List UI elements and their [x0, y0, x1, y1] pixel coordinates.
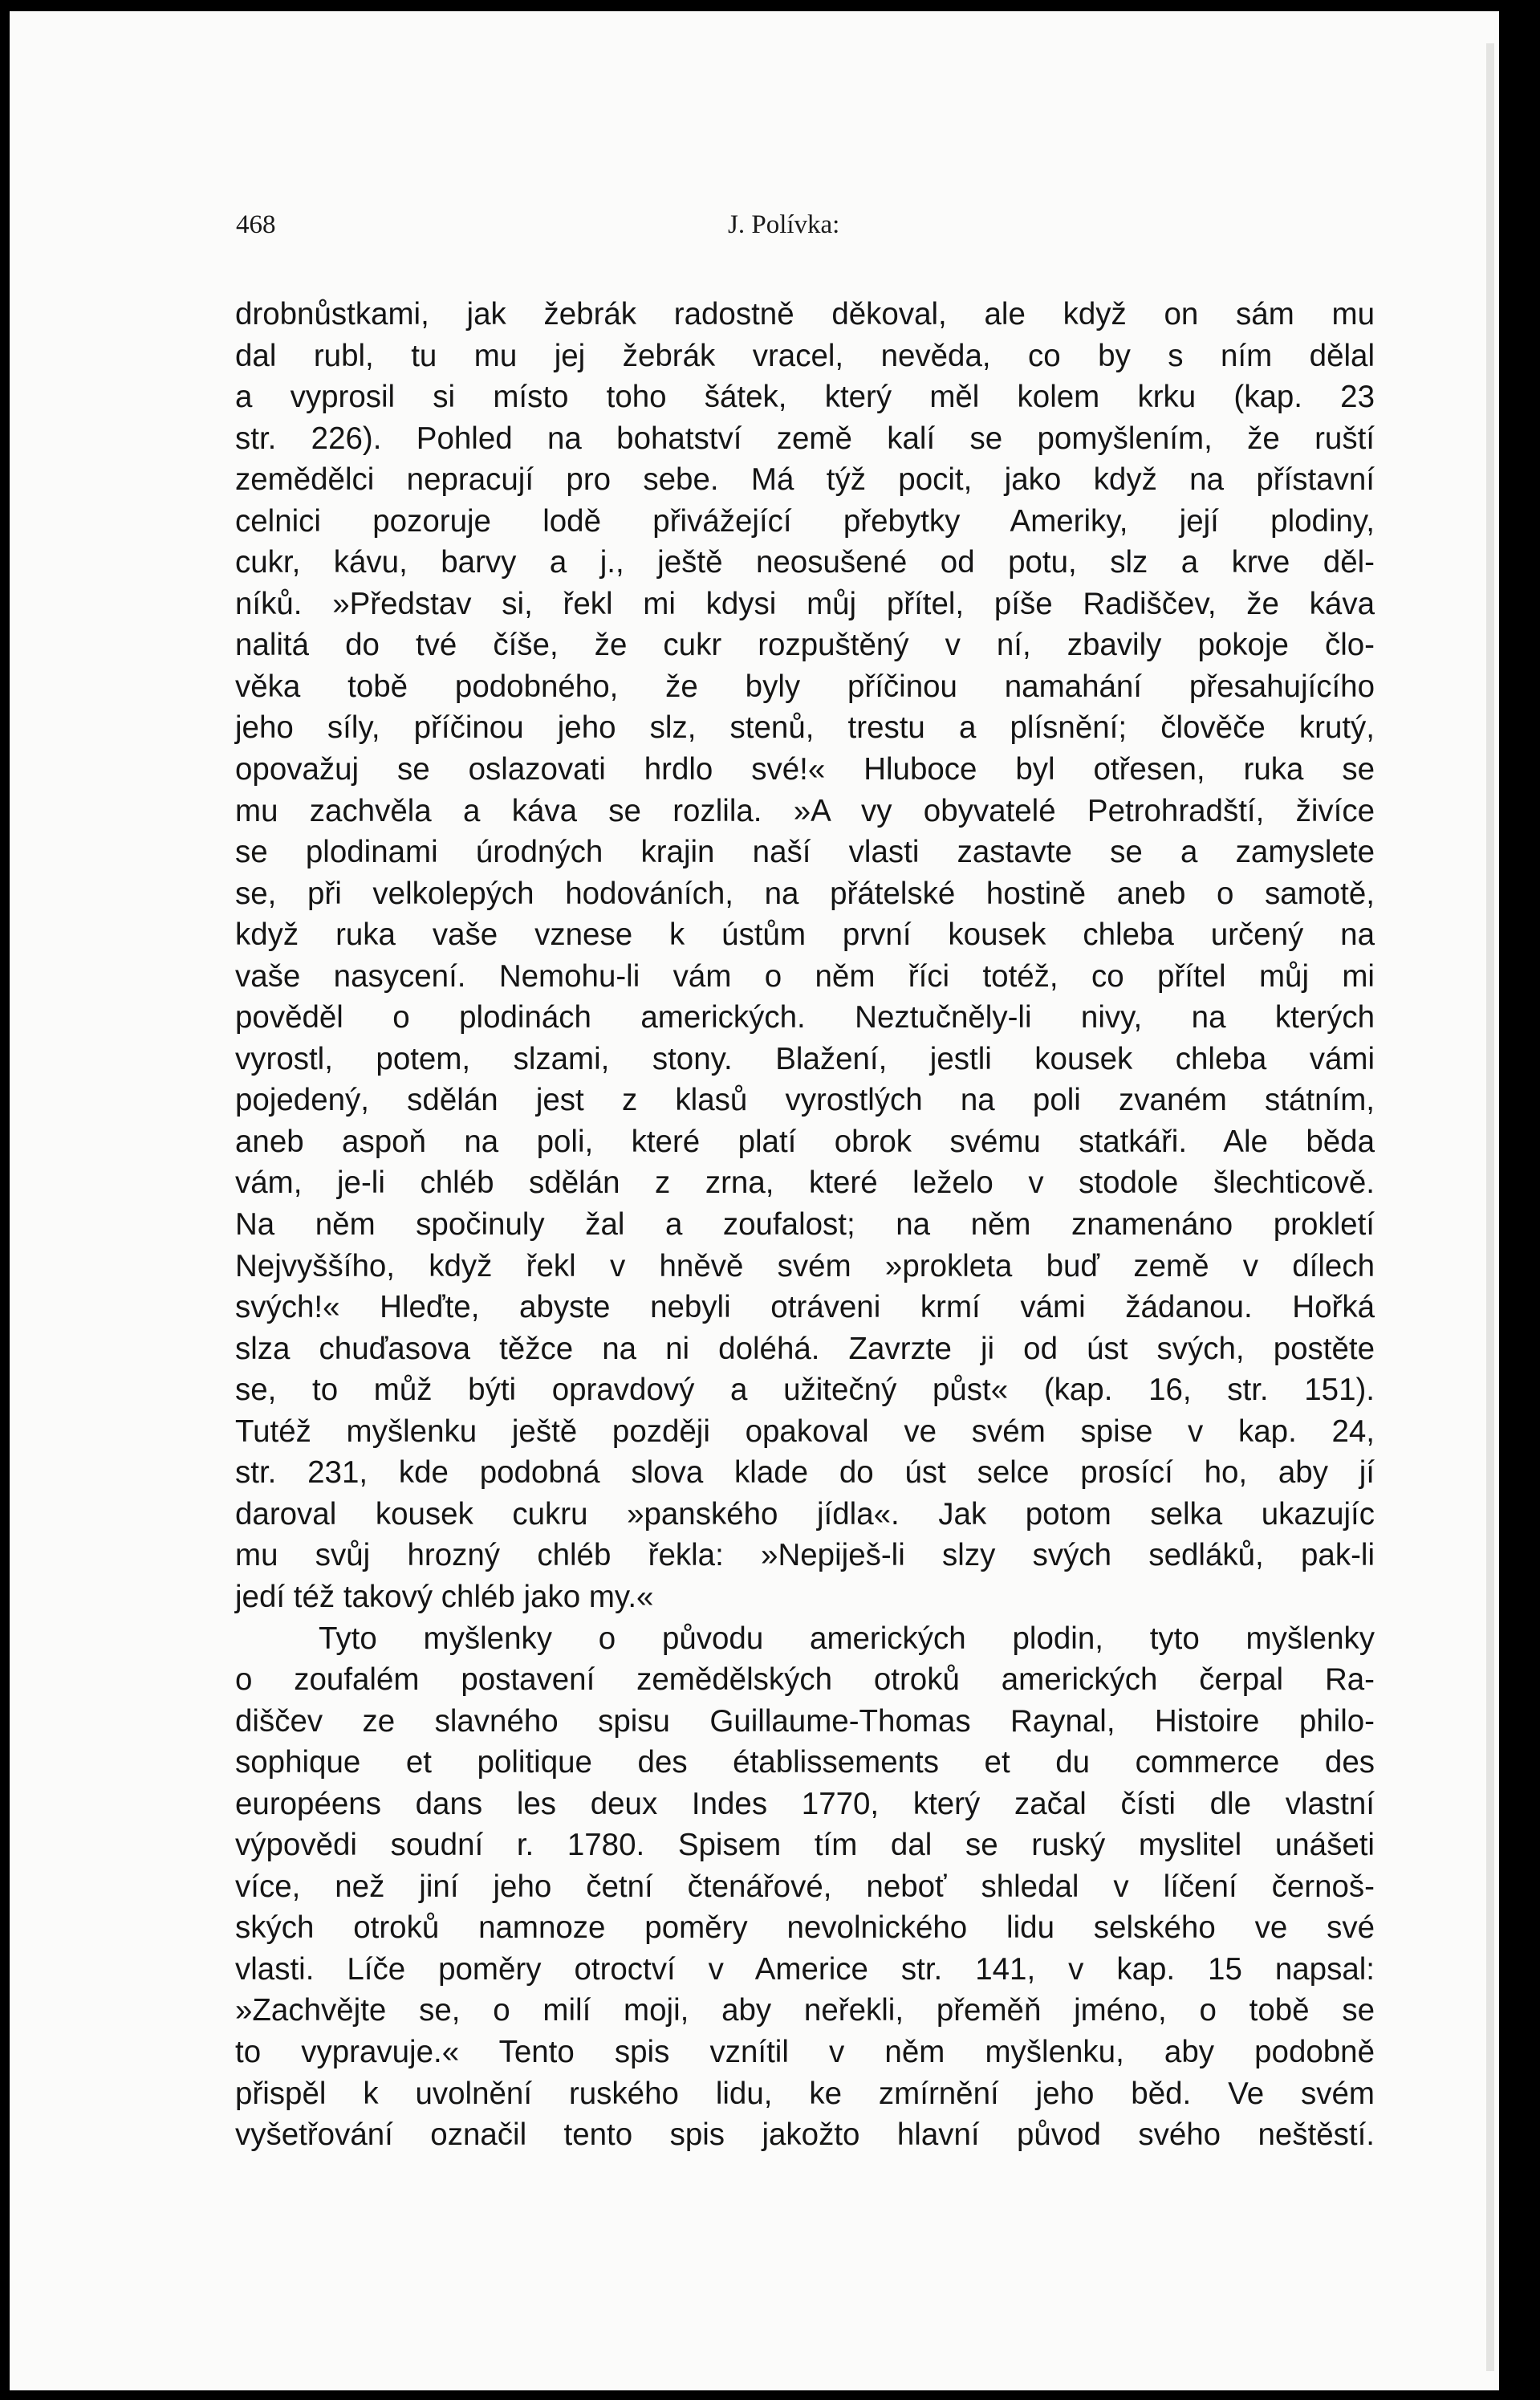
text-line: sophique et politique des établissements et du commerce des — [235, 1745, 1375, 1780]
book-page — [10, 11, 1499, 2390]
text-line: str. 231, kde podobná slova klade do úst selce prosící ho, aby jí — [235, 1455, 1375, 1491]
text-line: daroval kousek cukru »panského jídla«. Jak potom selka ukazujíc — [235, 1496, 1375, 1532]
text-line: str. 226). Pohled na bohatství země kalí se pomyšlením, že ruští — [235, 421, 1375, 456]
text-line: dal rubl, tu mu jej žebrák vracel, nevěda, co by s ním dělal — [235, 338, 1375, 373]
text-line: diščev ze slavného spisu Guillaume-Thomas Raynal, Histoire philo- — [235, 1703, 1375, 1739]
text-line: výpovědi soudní r. 1780. Spisem tím dal se ruský myslitel unášeti — [235, 1828, 1375, 1863]
text-line: Tutéž myšlenku ještě později opakoval ve svém spise v kap. 24, — [235, 1414, 1375, 1449]
paragraph — [235, 294, 1375, 1618]
text-line: européens dans les deux Indes 1770, který začal čísti dle vlastní — [235, 1786, 1375, 1821]
text-line: se plodinami úrodných krajin naší vlasti zastavte se a zamyslete — [235, 835, 1375, 870]
text-line: aneb aspoň na poli, které platí obrok svému statkáři. Ale běda — [235, 1124, 1375, 1159]
text-line: mu svůj hrozný chléb řekla: »Nepiješ-li slzy svých sedláků, pak-li — [235, 1538, 1375, 1573]
page-header — [10, 210, 1499, 255]
running-head: J. Polívka: — [728, 210, 840, 239]
text-line: pojedený, sdělán jest z klasů vyrostlých na poli zvaném státním, — [235, 1083, 1375, 1118]
text-line: vaše nasycení. Nemohu-li vám o něm říci totéž, co přítel můj mi — [235, 958, 1375, 994]
text-line: vyrostl, potem, slzami, stony. Blažení, jestli kousek chleba vámi — [235, 1041, 1375, 1076]
text-line: celnici pozoruje lodě přivážející přebytky Ameriky, její plodiny, — [235, 503, 1375, 539]
body-text — [235, 294, 1375, 2156]
text-line: Tyto myšlenky o původu amerických plodin, tyto myšlenky — [319, 1621, 1375, 1656]
text-line: zemědělci nepracují pro sebe. Má týž pocit, jako když na přístavní — [235, 462, 1375, 498]
text-line: věka tobě podobného, že byly příčinou namahání přesahujícího — [235, 669, 1375, 704]
text-line: vyšetřování označil tento spis jakožto hlavní původ svého neštěstí. — [235, 2117, 1375, 2153]
text-line: opovažuj se oslazovati hrdlo své!« Hluboce byl otřesen, ruka se — [235, 752, 1375, 787]
text-line: se, to můž býti opravdový a užitečný půst« (kap. 16, str. 151). — [235, 1373, 1375, 1408]
text-line: přispěl k uvolnění ruského lidu, ke zmírnění jeho běd. Ve svém — [235, 2076, 1375, 2111]
text-line: jeho síly, příčinou jeho slz, stenů, trestu a plísnění; člověče krutý, — [235, 710, 1375, 746]
text-line: cukr, kávu, barvy a j., ještě neosušené od potu, slz a krve děl- — [235, 545, 1375, 580]
text-line: jedí též takový chléb jako my.« — [235, 1579, 654, 1614]
text-line: ských otroků namnoze poměry nevolnického lidu selského ve své — [235, 1910, 1375, 1946]
paragraph — [235, 1618, 1375, 2156]
text-line: vám, je-li chléb sdělán z zrna, které leželo v stodole šlechticově. — [235, 1165, 1375, 1201]
text-line: a vyprosil si místo toho šátek, který měl kolem krku (kap. 23 — [235, 380, 1375, 415]
page-number: 468 — [236, 210, 276, 239]
text-line: se, při velkolepých hodováních, na přátelské hostině aneb o samotě, — [235, 876, 1375, 911]
text-line: více, než jiní jeho četní čtenářové, neboť shledal v líčení černoš- — [235, 1869, 1375, 1904]
text-line: pověděl o plodinách amerických. Neztučněly-li nivy, na kterých — [235, 1000, 1375, 1035]
text-line: Na něm spočinuly žal a zoufalost; na něm znamenáno prokletí — [235, 1207, 1375, 1243]
page-edge-shadow — [1486, 43, 1494, 2371]
text-line: mu zachvěla a káva se rozlila. »A vy obyvatelé Petrohradští, živíce — [235, 793, 1375, 828]
text-line: drobnůstkami, jak žebrák radostně děkoval, ale když on sám mu — [235, 297, 1375, 332]
text-line: to vypravuje.« Tento spis vznítil v něm myšlenku, aby podobně — [235, 2034, 1375, 2069]
text-line: vlasti. Líče poměry otroctví v Americe str. 141, v kap. 15 napsal: — [235, 1951, 1375, 1987]
text-line: nalitá do tvé číše, že cukr rozpuštěný v ní, zbavily pokoje člo- — [235, 628, 1375, 663]
text-line: když ruka vaše vznese k ústům první kousek chleba určený na — [235, 917, 1375, 953]
text-line: Nejvyššího, když řekl v hněvě svém »prokleta buď země v dílech — [235, 1248, 1375, 1283]
text-line: slza chuďasova těžce na ni doléhá. Zavrzte ji od úst svých, postěte — [235, 1331, 1375, 1366]
text-line: svých!« Hleďte, abyste nebyli otráveni krmí vámi žádanou. Hořká — [235, 1290, 1375, 1325]
text-line: níků. »Představ si, řekl mi kdysi můj přítel, píše Radiščev, že káva — [235, 586, 1375, 621]
text-line: »Zachvějte se, o milí moji, aby neřekli, přeměň jméno, o tobě se — [235, 1993, 1375, 2028]
text-line: o zoufalém postavení zemědělských otroků amerických čerpal Ra- — [235, 1662, 1375, 1698]
